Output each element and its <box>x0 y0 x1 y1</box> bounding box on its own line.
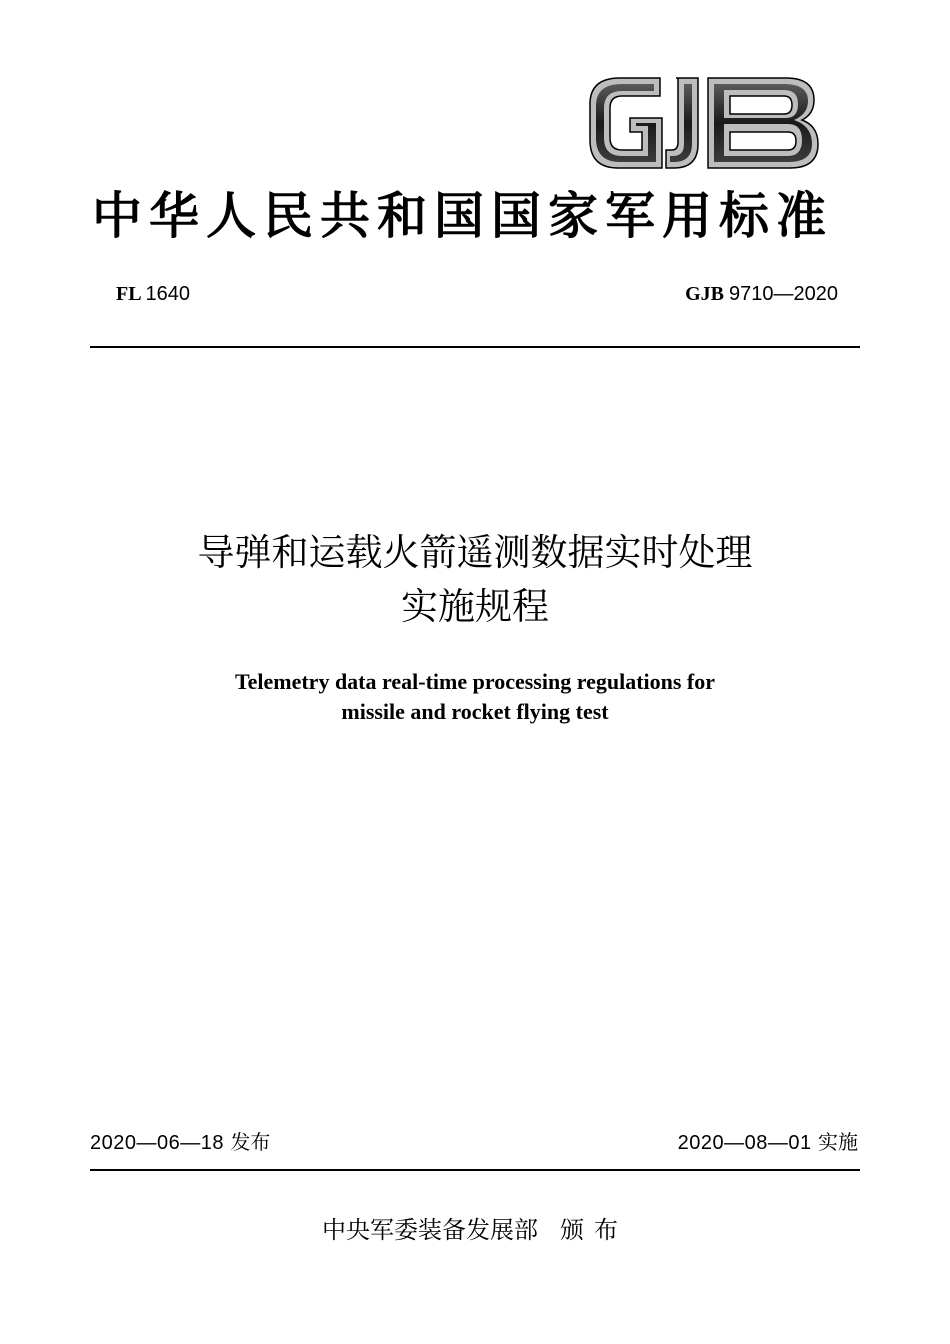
issuer-name: 中央军委装备发展部 <box>322 1216 538 1244</box>
english-title-line-2: missile and rocket flying test <box>341 699 609 724</box>
standard-number-value: 9710—2020 <box>729 283 838 305</box>
issuer-line <box>0 1214 950 1246</box>
classification-number: 1640 <box>145 283 190 305</box>
english-title-line-1: Telemetry data real-time processing regulations for <box>234 669 716 694</box>
release-date: 2020—06—18 <box>90 1132 224 1154</box>
classification-code <box>116 282 190 306</box>
standard-number <box>685 282 838 306</box>
release-label: 发布 <box>230 1130 271 1154</box>
issuer-action: 颁布 <box>560 1216 628 1244</box>
effective-date: 2020—08—01 <box>677 1132 812 1154</box>
release-date-block <box>90 1128 270 1157</box>
logo-text: GJB <box>580 74 582 75</box>
effective-label: 实施 <box>818 1130 858 1154</box>
chinese-title-line-2: 实施规程 <box>401 585 549 628</box>
chinese-title-line-1: 导弹和运载火箭遥测数据实时处理 <box>197 531 753 574</box>
bottom-divider <box>90 1169 860 1171</box>
issuing-authority-title: 中华人民共和国国家军用标准 <box>92 186 833 245</box>
top-divider <box>90 346 860 348</box>
standard-number-prefix: GJB <box>685 283 725 305</box>
effective-date-block <box>678 1128 858 1157</box>
classification-prefix: FL <box>116 283 141 305</box>
gjb-logo <box>580 74 830 172</box>
